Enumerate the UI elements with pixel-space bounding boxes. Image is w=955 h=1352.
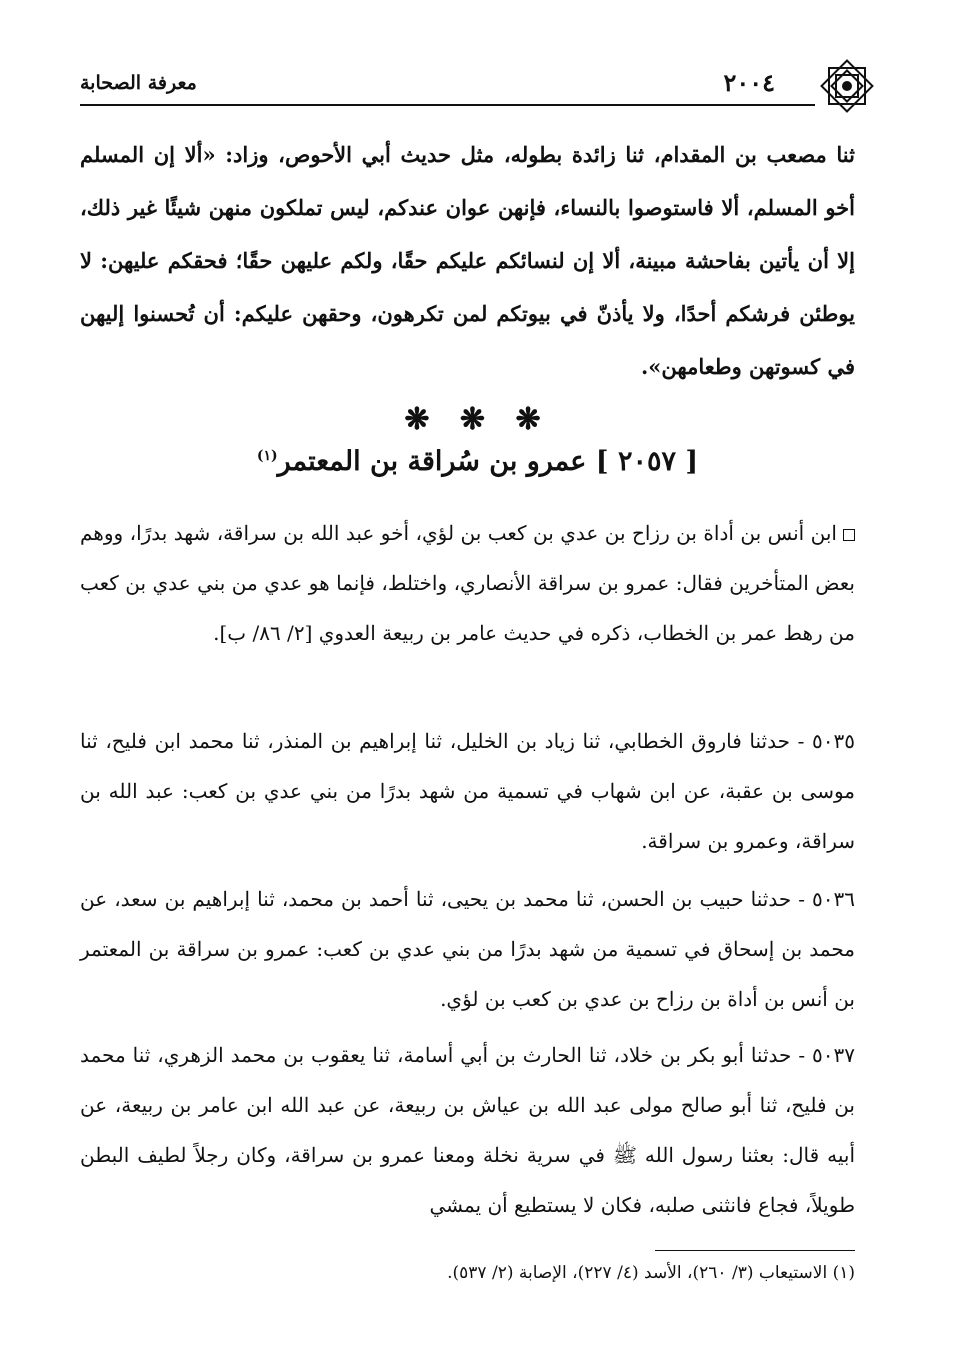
octagram-ornament-icon bbox=[819, 58, 875, 114]
hadith-5036: ٥٠٣٦ - حدثنا حبيب بن الحسن، ثنا محمد بن يحيى، ثنا أحمد بن محمد، ثنا إبراهيم بن سعد، عن محمد بن إسحاق في تسمية من شهد بدرًا من بني عدي بن كعب: عمرو بن سراقة بن المعتمر بن أنس بن أداة بن رزاح بن عدي بن كعب بن لؤي. bbox=[80, 887, 855, 1011]
square-bullet-icon bbox=[843, 529, 855, 541]
intro-text: ابن أنس بن أداة بن رزاح بن عدي بن كعب بن لؤي، أخو عبد الله بن سراقة، شهد بدرًا، ووهم بعض المتأخرين فقال: عمرو بن سراقة الأنصاري، واختلط، فإنما هو عدي من بني عدي بن كعب من رهط عمر بن الخطاب، ذكره في حديث عامر بن ربيعة العدوي [٢/ ٨٦/ ب]. bbox=[80, 521, 855, 645]
preamble-paragraph: ثنا مصعب بن المقدام، ثنا زائدة بطوله، مثل حديث أبي الأحوص، وزاد: «ألا إن المسلم أخو المسلم، ألا فاستوصوا بالنساء، فإنهن عوان عندكم، ليس تملكون منهن شيئًا غير ذلك، إلا أن يأتين بفاحشة مبينة، ألا إن لنسائكم عليكم حقًا، ولكم عليهن حقًا؛ فحقكم عليهن: لا يوطئن فرشكم أحدًا، ولا يأذنّ في بيوتكم لمن تكرهون، وحقهن عليكم: أن تُحسنوا إليهن في كسوتهن وطعامهن». bbox=[80, 142, 855, 379]
entry-heading bbox=[0, 446, 955, 477]
hadith-5037: ٥٠٣٧ - حدثنا أبو بكر بن خلاد، ثنا الحارث بن أبي أسامة، ثنا يعقوب بن محمد الزهري، ثنا محمد بن فليح، ثنا أبو صالح مولى عبد الله بن عياش بن ربيعة، عن عبد الله ابن عامر بن ربيعة، عن أبيه قال: بعثنا رسول الله ﷺ في سرية نخلة ومعنا عمرو بن سراقة، وكان رجلاً لطيف البطن طويلاً، فجاع فانثنى صلبه، فكان لا يستطيع أن يمشي bbox=[80, 1043, 855, 1217]
footnote-rule bbox=[655, 1250, 855, 1251]
hadith-5035: ٥٠٣٥ - حدثنا فاروق الخطابي، ثنا زياد بن الخليل، ثنا إبراهيم بن المنذر، ثنا محمد ابن فليح، ثنا موسى بن عقبة، عن ابن شهاب في تسمية من شهد بدرًا من بني عدي بن كعب: عبد الله بن سراقة، وعمرو بن سراقة. bbox=[80, 729, 855, 853]
page-header bbox=[80, 58, 875, 108]
entry-title: [ ٢٠٥٧ ] عمرو بن سُراقة بن المعتمر bbox=[277, 446, 699, 477]
header-rule bbox=[80, 104, 815, 106]
page-number: ٢٠٠٤ bbox=[723, 68, 775, 97]
running-title: معرفة الصحابة bbox=[80, 72, 197, 94]
section-separator: ❋ ❋ ❋ bbox=[404, 402, 551, 437]
footnote-marker: (١) bbox=[256, 448, 278, 464]
intro-paragraph bbox=[80, 508, 855, 658]
footnote: (١) الاستيعاب (٣/ ٢٦٠)، الأسد (٤/ ٢٢٧)، الإصابة (٢/ ٥٣٧). bbox=[447, 1263, 855, 1283]
